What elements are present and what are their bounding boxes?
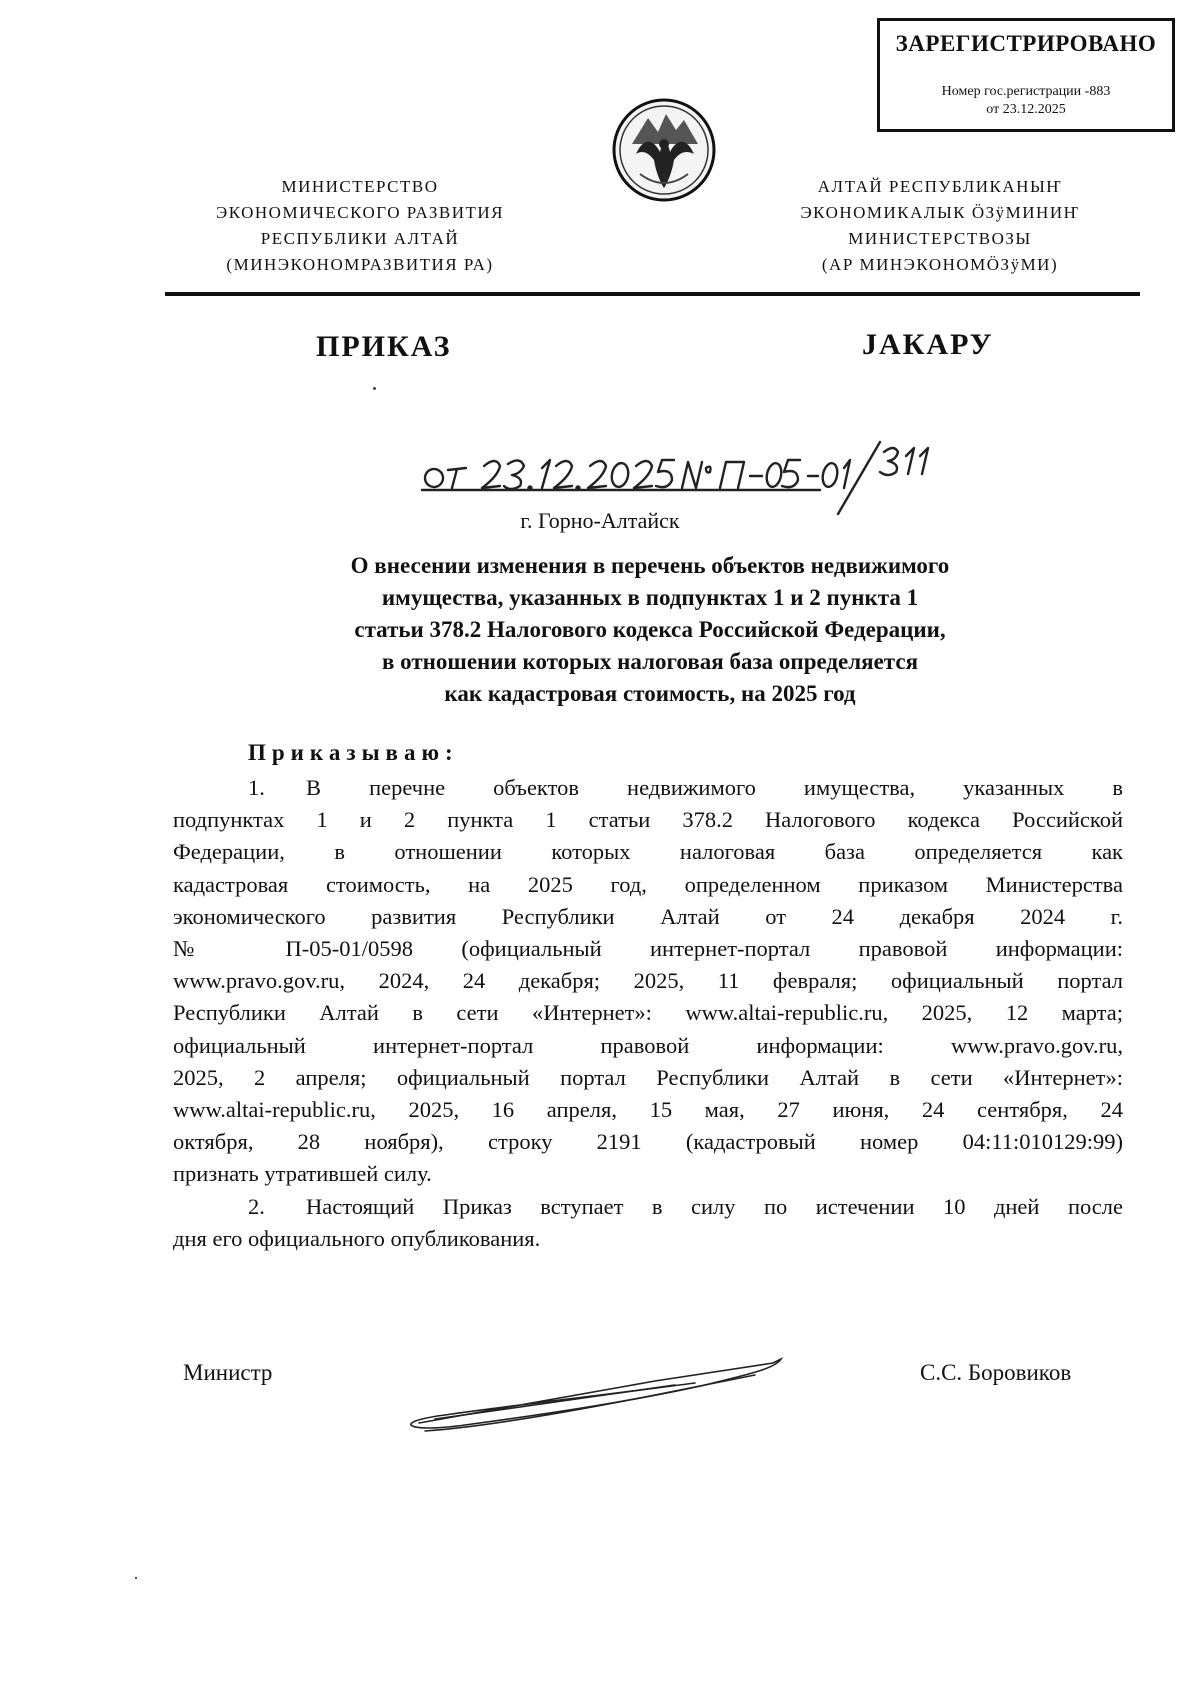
item-1-line: официальный интернет-портал правовой информации: www.pravo.gov.ru, bbox=[173, 1032, 1123, 1058]
document-title bbox=[160, 550, 1140, 710]
title-line: в отношении которых налоговая база определяется bbox=[381, 649, 919, 674]
header-left-line: РЕСПУБЛИКИ АЛТАЙ bbox=[260, 229, 460, 248]
item-1-line: www.altai-republic.ru, 2025, 16 апреля, 15 мая, 27 июня, 24 сентября, 24 bbox=[173, 1097, 1123, 1123]
stamp-title: ЗАРЕГИСТРИРОВАНО bbox=[895, 31, 1157, 56]
header-left-line: МИНИСТЕРСТВО bbox=[281, 177, 439, 196]
title-line: статьи 378.2 Налогового кодекса Российской Федерации, bbox=[354, 617, 946, 642]
header-right-line: МИНИСТЕРСТВОЗЫ bbox=[848, 229, 1032, 248]
item-1-number: 1. bbox=[248, 775, 265, 800]
item-2-number: 2. bbox=[248, 1193, 265, 1219]
title-line: имущества, указанных в подпунктах 1 и 2 пункта 1 bbox=[381, 585, 919, 610]
signatory-role: Министр bbox=[183, 1360, 273, 1385]
header-right-line: ЭКОНОМИКАЛЫК ÖЗÿМИНИҤ bbox=[800, 203, 1080, 222]
ministry-name-russian bbox=[150, 174, 570, 278]
item-1-text: В перечне объектов недвижимого имущества, указанных в bbox=[306, 775, 1123, 800]
header-left-line: ЭКОНОМИЧЕСКОГО РАЗВИТИЯ bbox=[215, 203, 505, 222]
item-1-line: Республики Алтай в сети «Интернет»: www.altai-republic.ru, 2025, 12 марта; bbox=[173, 1000, 1123, 1026]
title-line: как кадастровая стоимость, на 2025 год bbox=[444, 681, 856, 706]
item-1-line: октября, 28 ноября), строку 2191 (кадастровый номер 04:11:010129:99) bbox=[173, 1129, 1123, 1155]
order-word-russian: ПРИКАЗ bbox=[316, 330, 452, 363]
order-word-altai: ЈАКАРУ bbox=[862, 328, 994, 361]
item-1-line: подпунктах 1 и 2 пункта 1 статьи 378.2 Налогового кодекса Российской bbox=[173, 807, 1123, 833]
stamp-reg-date: от 23.12.2025 bbox=[986, 102, 1066, 117]
republic-emblem-icon bbox=[610, 96, 718, 204]
item-1-line: экономического развития Республики Алтай от 24 декабря 2024 г. bbox=[173, 903, 1123, 929]
item-1-line: www.pravo.gov.ru, 2024, 24 декабря; 2025, 11 февраля; официальный портал bbox=[173, 968, 1123, 994]
city-name: г. Горно-Алтайск bbox=[520, 508, 680, 533]
item-1-line: Федерации, в отношении которых налоговая база определяется как bbox=[173, 839, 1123, 865]
document-body bbox=[173, 772, 1123, 1255]
item-2-line bbox=[173, 1191, 1123, 1223]
header-right-line: АЛТАЙ РЕСПУБЛИКАНЫҤ bbox=[817, 177, 1063, 196]
item-1-line: кадастровая стоимость, на 2025 год, определенном приказом Министерства bbox=[173, 871, 1123, 897]
title-line: О внесении изменения в перечень объектов недвижимого bbox=[350, 553, 950, 578]
registration-stamp bbox=[877, 18, 1175, 132]
item-1-line: № П-05-01/0598 (официальный интернет-портал правовой информации: bbox=[173, 936, 1123, 962]
header-divider bbox=[165, 292, 1140, 296]
item-1-line bbox=[173, 772, 1123, 804]
decree-word: Приказываю: bbox=[248, 740, 459, 765]
item-2-line: дня его официального опубликования. bbox=[173, 1225, 541, 1251]
ministry-name-altai bbox=[740, 174, 1140, 278]
scan-speck bbox=[373, 387, 376, 390]
item-1-line: 2025, 2 апреля; официальный портал Республики Алтай в сети «Интернет»: bbox=[173, 1064, 1123, 1090]
stamp-reg-number: Номер гос.регистрации -883 bbox=[941, 84, 1111, 99]
item-2-text: Настоящий Приказ вступает в силу по истечении 10 дней после bbox=[306, 1193, 1123, 1219]
handwritten-date-number bbox=[420, 438, 980, 518]
scan-speck bbox=[135, 1577, 137, 1579]
header-right-line: (АР МИНЭКОНОМÖЗÿМИ) bbox=[821, 255, 1059, 274]
signatory-name: С.С. Боровиков bbox=[920, 1360, 1072, 1385]
handwritten-signature bbox=[405, 1345, 785, 1440]
item-1-line: признать утратившей силу. bbox=[173, 1161, 432, 1187]
stamp-registration bbox=[880, 83, 1172, 119]
header-left-line: (МИНЭКОНОМРАЗВИТИЯ РА) bbox=[226, 255, 494, 274]
